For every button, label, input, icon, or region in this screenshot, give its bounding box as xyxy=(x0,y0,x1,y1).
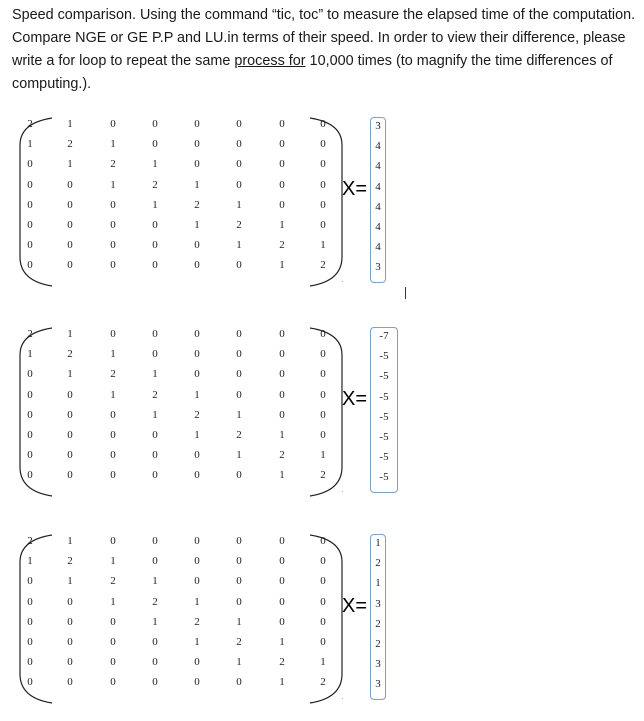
matrix-cell: 0 xyxy=(27,198,33,211)
matrix-cell: 1 xyxy=(110,138,116,151)
matrix-cell: 0 xyxy=(194,555,200,568)
matrix-cell: 0 xyxy=(27,158,33,171)
matrix-cell: 0 xyxy=(320,328,326,340)
vector-cell: 4 xyxy=(375,160,381,173)
matrix-cell: 1 xyxy=(27,138,33,151)
anchor-mark: · xyxy=(341,487,344,496)
matrix-cell: 1 xyxy=(110,178,116,191)
matrix-cell: 0 xyxy=(279,198,285,211)
vector-cell: 3 xyxy=(375,261,381,274)
x-equals-label: X= xyxy=(342,178,368,200)
matrix-cell: 0 xyxy=(320,388,326,401)
matrix-cell: 0 xyxy=(110,259,116,272)
matrix-cell: 0 xyxy=(152,118,158,130)
matrix-cell: 0 xyxy=(279,178,285,191)
vector-cell: 3 xyxy=(375,658,381,671)
equation-block xyxy=(14,532,404,707)
matrix-cell: 0 xyxy=(320,368,326,381)
matrix-cell: 0 xyxy=(110,615,116,628)
matrix-cell: 0 xyxy=(194,138,200,151)
equation-block xyxy=(14,325,404,500)
matrix-cell: 0 xyxy=(279,555,285,568)
vector-cell: -5 xyxy=(379,471,389,484)
matrix-cell: 1 xyxy=(152,158,158,171)
matrix-cell: 2 xyxy=(110,158,116,171)
problem-paragraph xyxy=(12,4,637,96)
vector-cell: 1 xyxy=(375,537,381,549)
matrix-cell: 0 xyxy=(320,595,326,608)
matrix-cell: 0 xyxy=(152,328,158,340)
matrix-cell: 1 xyxy=(236,449,242,462)
matrix-cell: 0 xyxy=(320,178,326,191)
matrix-cell: 0 xyxy=(236,158,242,171)
matrix-cell: 0 xyxy=(27,219,33,231)
matrix-cell: 0 xyxy=(279,368,285,381)
matrix-cell: 0 xyxy=(236,388,242,401)
vector-cell: 4 xyxy=(375,241,381,254)
matrix-cell: 2 xyxy=(110,368,116,381)
matrix-cell: 0 xyxy=(194,328,200,340)
text-cursor xyxy=(405,287,406,299)
matrix-cell: 1 xyxy=(152,408,158,421)
matrix-cell: 1 xyxy=(27,555,33,568)
matrix-cell: 0 xyxy=(110,449,116,462)
matrix-cell: 0 xyxy=(279,388,285,401)
matrix-cell: 0 xyxy=(152,138,158,151)
matrix-cell: 1 xyxy=(279,429,285,441)
vector-cell: 2 xyxy=(375,557,381,570)
anchor-mark: · xyxy=(341,694,344,703)
matrix-cell: 0 xyxy=(27,408,33,421)
matrix-cell: 0 xyxy=(67,595,73,608)
matrix-cell: 0 xyxy=(236,555,242,568)
matrix-cell: 0 xyxy=(279,138,285,151)
vector-cell: -5 xyxy=(379,431,389,443)
anchor-mark: · xyxy=(341,277,344,286)
matrix-cell: 0 xyxy=(152,219,158,231)
matrix-cell: 2 xyxy=(110,575,116,588)
matrix-cell: 0 xyxy=(110,656,116,669)
matrix-cell: 0 xyxy=(194,676,200,689)
matrix-cell: 0 xyxy=(236,676,242,689)
matrix-cell: 0 xyxy=(110,198,116,211)
matrix-cell: 0 xyxy=(320,158,326,171)
matrix-cell: 0 xyxy=(236,368,242,381)
matrix-cell: 1 xyxy=(236,198,242,211)
matrix-cell: 0 xyxy=(27,575,33,588)
matrix-cell: 0 xyxy=(194,239,200,252)
matrix-cell: 0 xyxy=(236,469,242,482)
matrix-cell: 1 xyxy=(194,595,200,608)
vector-cell: -5 xyxy=(379,350,389,363)
matrix-cell: 1 xyxy=(110,595,116,608)
matrix-cell: 2 xyxy=(194,408,200,421)
matrix-cell: 0 xyxy=(67,469,73,482)
matrix-cell: 0 xyxy=(27,429,33,441)
vector-cell: 2 xyxy=(375,638,381,650)
matrix-cell: 0 xyxy=(194,575,200,588)
matrix-cell: 0 xyxy=(194,469,200,482)
matrix-cell: 0 xyxy=(194,118,200,130)
matrix-cell: 0 xyxy=(67,656,73,669)
matrix-cell: 1 xyxy=(67,118,73,130)
matrix-cell: 2 xyxy=(236,429,242,441)
matrix-cell: 0 xyxy=(279,118,285,130)
matrix-cell: 0 xyxy=(110,535,116,547)
vector-cell: -5 xyxy=(379,451,389,464)
matrix-cell: 1 xyxy=(279,469,285,482)
matrix-cell: 1 xyxy=(152,198,158,211)
matrix-cell: 0 xyxy=(320,348,326,361)
matrix-cell: 1 xyxy=(110,348,116,361)
matrix-cell: 1 xyxy=(194,429,200,441)
matrix-cell: 1 xyxy=(279,219,285,231)
matrix-cell: 1 xyxy=(110,388,116,401)
matrix-cell: 0 xyxy=(152,656,158,669)
matrix-cell: 1 xyxy=(236,239,242,252)
matrix-cell: 2 xyxy=(194,615,200,628)
matrix-cell: 0 xyxy=(236,328,242,340)
matrix-cell: 0 xyxy=(320,429,326,441)
matrix-cell: 0 xyxy=(27,615,33,628)
matrix-cell: 0 xyxy=(27,388,33,401)
matrix-cell: 0 xyxy=(320,118,326,130)
matrix-cell: 0 xyxy=(194,656,200,669)
matrix-cell: 0 xyxy=(152,239,158,252)
vector-cell: 4 xyxy=(375,221,381,233)
matrix-cell: 0 xyxy=(194,535,200,547)
matrix-cell: 0 xyxy=(236,178,242,191)
matrix-cell: 0 xyxy=(152,676,158,689)
matrix-cell: 1 xyxy=(27,348,33,361)
matrix-cell: 0 xyxy=(194,348,200,361)
matrix-cell: 0 xyxy=(27,469,33,482)
matrix-cell: 0 xyxy=(320,408,326,421)
matrix-cell: 1 xyxy=(110,555,116,568)
vector-cell: 3 xyxy=(375,120,381,132)
matrix-cell: 1 xyxy=(320,239,326,252)
matrix-cell: 0 xyxy=(27,239,33,252)
matrix-cell: 2 xyxy=(67,138,73,151)
matrix-cell: 2 xyxy=(152,178,158,191)
matrix-cell: 0 xyxy=(152,348,158,361)
matrix-cell: 1 xyxy=(152,368,158,381)
matrix-cell: 0 xyxy=(67,676,73,689)
vector-cell: 1 xyxy=(375,577,381,590)
matrix-cell: 0 xyxy=(67,239,73,252)
matrix-cell: 0 xyxy=(320,575,326,588)
matrix-cell: 1 xyxy=(320,449,326,462)
matrix-cell: 0 xyxy=(320,636,326,648)
matrix-cell: 0 xyxy=(67,198,73,211)
matrix-cell: 0 xyxy=(110,408,116,421)
x-equals-label: X= xyxy=(342,388,368,410)
matrix-cell: 0 xyxy=(236,138,242,151)
matrix-cell: 0 xyxy=(27,368,33,381)
underlined-phrase: process for xyxy=(234,53,306,69)
matrix-cell: 1 xyxy=(320,656,326,669)
matrix-cell: 2 xyxy=(320,259,326,272)
matrix-cell: 0 xyxy=(27,636,33,648)
matrix-cell: 0 xyxy=(67,178,73,191)
matrix-cell: 1 xyxy=(194,219,200,231)
matrix-cell: 0 xyxy=(27,595,33,608)
vector-cell: 4 xyxy=(375,200,381,213)
matrix-cell: 1 xyxy=(67,535,73,547)
matrix-cell: 0 xyxy=(27,656,33,669)
matrix-cell: 0 xyxy=(320,555,326,568)
matrix-cell: 1 xyxy=(236,408,242,421)
matrix-cell: 1 xyxy=(67,328,73,340)
matrix-cell: 0 xyxy=(320,219,326,231)
matrix-cell: 2 xyxy=(320,676,326,689)
matrix-cell: 0 xyxy=(236,595,242,608)
matrix-cell: 2 xyxy=(194,198,200,211)
matrix-cell: 2 xyxy=(67,555,73,568)
matrix-cell: 0 xyxy=(152,535,158,547)
matrix-cell: 1 xyxy=(236,615,242,628)
matrix-cell: 0 xyxy=(67,219,73,231)
matrix-cell: 0 xyxy=(67,449,73,462)
matrix-cell: 1 xyxy=(236,656,242,669)
matrix-cell: 1 xyxy=(67,575,73,588)
matrix-cell: 0 xyxy=(236,118,242,130)
matrix-cell: 0 xyxy=(279,348,285,361)
matrix-cell: 0 xyxy=(152,429,158,441)
matrix-cell: 0 xyxy=(67,259,73,272)
matrix-cell: 0 xyxy=(152,636,158,648)
matrix-cell: 0 xyxy=(152,449,158,462)
matrix-cell: 0 xyxy=(27,676,33,689)
matrix-cell: 0 xyxy=(236,575,242,588)
matrix-cell: 0 xyxy=(279,575,285,588)
matrix-cell: 0 xyxy=(110,239,116,252)
vector-cell: 4 xyxy=(375,140,381,153)
vector-cell: -5 xyxy=(379,410,389,423)
equation-block xyxy=(14,115,404,290)
matrix-cell: 1 xyxy=(279,259,285,272)
matrix-cell: 0 xyxy=(279,595,285,608)
matrix-cell: 0 xyxy=(194,259,200,272)
matrix-cell: 2 xyxy=(27,118,33,130)
matrix-cell: 0 xyxy=(236,535,242,547)
matrix-cell: 0 xyxy=(152,555,158,568)
matrix-cell: 0 xyxy=(279,408,285,421)
paragraph-text-start: Speed comparison. Using the command “tic, toc” to measure the elapsed time of the computation. Compare NGE or GE P.P and LU.in terms of their speed. In order to view their difference, please write a for loop to repeat the same xyxy=(12,7,636,69)
matrix-cell: 0 xyxy=(27,449,33,462)
matrix-cell: 2 xyxy=(152,388,158,401)
matrix-cell: 0 xyxy=(194,158,200,171)
matrix-cell: 0 xyxy=(236,259,242,272)
matrix-cell: 0 xyxy=(110,219,116,231)
matrix-cell: 2 xyxy=(27,328,33,340)
matrix-cell: 0 xyxy=(67,636,73,648)
matrix-cell: 0 xyxy=(194,449,200,462)
matrix-cell: 0 xyxy=(67,615,73,628)
matrix-cell: 0 xyxy=(152,469,158,482)
matrix-cell: 0 xyxy=(27,259,33,272)
matrix-cell: 0 xyxy=(110,429,116,441)
matrix-cell: 0 xyxy=(320,535,326,547)
matrix-cell: 1 xyxy=(152,575,158,588)
matrix-cell: 0 xyxy=(110,118,116,130)
matrix-cell: 2 xyxy=(236,636,242,648)
vector-cell: 4 xyxy=(375,180,381,193)
matrix-cell: 1 xyxy=(194,388,200,401)
matrix-cell: 0 xyxy=(110,676,116,689)
vector-cell: -5 xyxy=(379,370,389,383)
x-equals-label: X= xyxy=(342,595,368,617)
matrix-cell: 2 xyxy=(27,535,33,547)
matrix-cell: 2 xyxy=(236,219,242,231)
matrix-cell: 0 xyxy=(279,328,285,340)
matrix-cell: 0 xyxy=(152,259,158,272)
matrix-cell: 1 xyxy=(279,676,285,689)
matrix-cell: 2 xyxy=(152,595,158,608)
vector-cell: 2 xyxy=(375,617,381,630)
matrix-cell: 1 xyxy=(279,636,285,648)
matrix-cell: 0 xyxy=(279,158,285,171)
matrix-cell: 0 xyxy=(320,198,326,211)
matrix-cell: 0 xyxy=(279,535,285,547)
vector-cell: -7 xyxy=(379,330,389,342)
matrix-cell: 0 xyxy=(110,636,116,648)
matrix-cell: 0 xyxy=(194,368,200,381)
matrix-cell: 0 xyxy=(320,138,326,151)
matrix-cell: 0 xyxy=(236,348,242,361)
vector-cell: 3 xyxy=(375,597,381,610)
matrix-cell: 1 xyxy=(67,368,73,381)
vector-cell: 3 xyxy=(375,678,381,691)
matrix-cell: 1 xyxy=(67,158,73,171)
matrix-cell: 2 xyxy=(279,656,285,669)
matrix-cell: 1 xyxy=(152,615,158,628)
matrix-cell: 0 xyxy=(320,615,326,628)
matrix-cell: 2 xyxy=(67,348,73,361)
matrix-cell: 0 xyxy=(67,408,73,421)
matrix-cell: 0 xyxy=(67,388,73,401)
matrix-cell: 0 xyxy=(27,178,33,191)
matrix-cell: 1 xyxy=(194,636,200,648)
vector-cell: -5 xyxy=(379,390,389,403)
matrix-cell: 1 xyxy=(194,178,200,191)
matrix-cell: 2 xyxy=(320,469,326,482)
paragraph-text-end: 10,000 times (to magnify the time differences of computing.). xyxy=(12,53,613,92)
matrix-cell: 2 xyxy=(279,239,285,252)
matrix-cell: 0 xyxy=(110,328,116,340)
matrix-cell: 2 xyxy=(279,449,285,462)
matrix-cell: 0 xyxy=(110,469,116,482)
matrix-cell: 0 xyxy=(279,615,285,628)
matrix-cell: 0 xyxy=(67,429,73,441)
